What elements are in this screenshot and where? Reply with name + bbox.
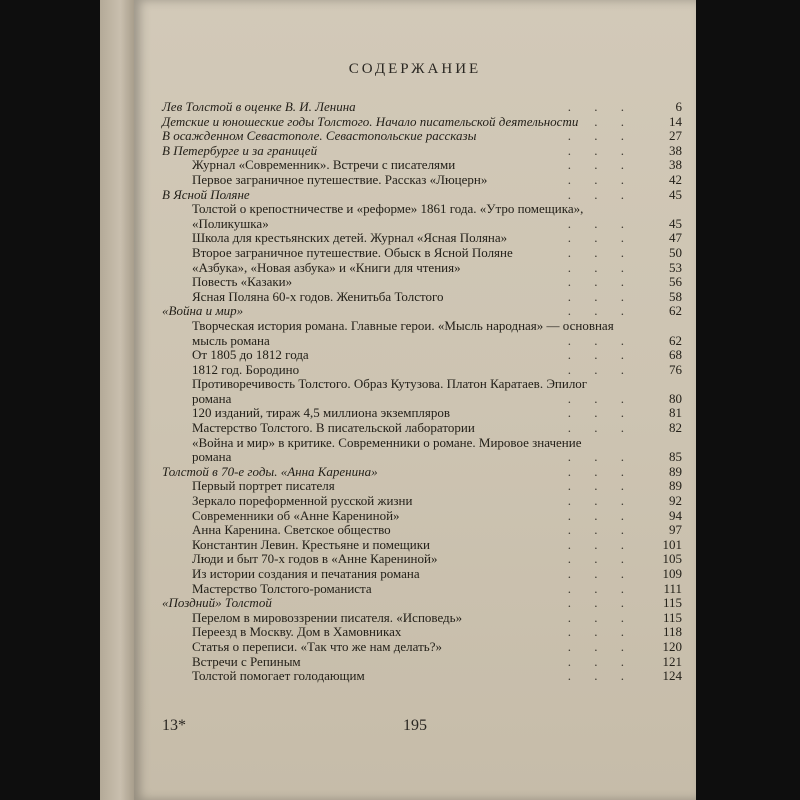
toc-entry-page: 42 — [669, 171, 682, 187]
leader-dots: . . . — [567, 653, 634, 669]
toc-entry — [162, 655, 682, 670]
leader-dots: . . . — [567, 113, 634, 129]
toc-entry-page: 62 — [669, 303, 682, 319]
toc-entry-page: 56 — [669, 274, 682, 290]
toc-entry-title: Толстой помогает голодающим — [192, 668, 365, 684]
toc-entry-page: 50 — [669, 244, 682, 260]
leader-dots: . . . — [567, 244, 634, 260]
toc-entry-title: В Ясной Поляне — [162, 186, 250, 202]
toc-entry — [162, 158, 682, 173]
toc-entry — [162, 406, 682, 421]
toc-entry-page: 89 — [669, 478, 682, 494]
leader-dots: . . . — [567, 507, 634, 523]
leader-dots: . . . — [567, 420, 634, 436]
toc-entry-title: Первое заграничное путешествие. Рассказ «Люцерн» — [192, 171, 488, 187]
page-title: СОДЕРЖАНИЕ — [348, 61, 482, 77]
toc-entry — [162, 100, 682, 115]
toc-entry — [162, 246, 682, 261]
toc-entry — [162, 523, 682, 538]
leader-dots: . . . — [567, 405, 634, 421]
toc-entry-page: 45 — [669, 215, 682, 231]
toc-entry-title: Зеркало пореформенной русской жизни — [192, 493, 413, 509]
toc-entry-page: 97 — [669, 522, 682, 538]
toc-entry-page: 89 — [669, 463, 682, 479]
toc-entry — [162, 421, 682, 436]
toc-entry-page: 27 — [669, 128, 682, 144]
toc-entry — [162, 509, 682, 524]
leader-dots: . . . — [567, 303, 634, 319]
leader-dots: . . . — [567, 99, 634, 114]
toc-entry-page: 14 — [669, 113, 682, 129]
toc-entry-title: Перелом в мировоззрении писателя. «Исповедь» — [192, 609, 463, 625]
toc-entry — [162, 304, 682, 319]
toc-entry-title: Современники об «Анне Карениной» — [192, 507, 400, 523]
toc-entry-page: 68 — [669, 347, 682, 363]
toc-entry-page: 85 — [669, 449, 682, 465]
toc-entry — [162, 144, 682, 159]
leader-dots: . . . — [567, 624, 634, 640]
toc-entry — [162, 582, 682, 597]
toc-entry-title: «Война и мир» — [162, 303, 244, 319]
toc-entry — [162, 202, 682, 231]
toc-entry-page: 62 — [669, 332, 682, 348]
toc-entry-title: Первый портрет писателя — [192, 478, 335, 494]
toc-entry-page: 92 — [669, 493, 682, 509]
toc-entry-page: 76 — [669, 361, 682, 377]
toc-entry-title: Встречи с Репиным — [192, 653, 301, 669]
toc-entry-page: 45 — [669, 186, 682, 202]
leader-dots: . . . — [567, 478, 634, 494]
leader-dots: . . . — [567, 595, 634, 611]
toc-entry-title: Константин Левин. Крестьяне и помещики — [192, 536, 430, 552]
toc-entry — [162, 115, 682, 130]
toc-entry-title: В Петербурге и за границей — [162, 142, 318, 158]
page-number: 195 — [403, 717, 427, 734]
toc-entry — [162, 348, 682, 363]
toc-entry-title: От 1805 до 1812 года — [192, 347, 309, 363]
toc-entry-title: Мастерство Толстого-романиста — [192, 580, 372, 596]
toc-entry-page: 38 — [669, 157, 682, 173]
book-page — [134, 0, 696, 800]
toc-entry — [162, 290, 682, 305]
toc-entry — [162, 275, 682, 290]
leader-dots: . . . — [567, 551, 634, 567]
toc-entry-page: 81 — [669, 405, 682, 421]
toc-entry-page: 115 — [662, 609, 682, 625]
leader-dots: . . . — [567, 361, 634, 377]
toc-entry-title: Толстой о крепостничестве и «реформе» 1861 года. «Утро помещика», «Поликушка» — [192, 201, 584, 231]
toc-entry-page: 109 — [662, 566, 682, 581]
leader-dots: . . . — [567, 580, 634, 596]
leader-dots: . . . — [567, 493, 634, 509]
toc-entry-page: 82 — [669, 420, 682, 436]
toc-entry-title: Переезд в Москву. Дом в Хамовниках — [192, 624, 402, 640]
previous-page-edge — [100, 0, 134, 800]
toc-entry-page: 118 — [662, 624, 682, 640]
toc-entry-page: 58 — [669, 288, 682, 304]
toc-entry — [162, 625, 682, 640]
leader-dots: . . . — [567, 463, 634, 479]
toc-entry-page: 105 — [662, 551, 682, 567]
leader-dots: . . . — [567, 128, 634, 144]
toc-entry-page: 6 — [675, 99, 682, 114]
toc-entry-title: «Война и мир» в критике. Современники о романе. Мировое значение романа — [192, 434, 582, 465]
toc-entry — [162, 669, 682, 684]
toc-entry — [162, 567, 682, 582]
toc-entry-title: Журнал «Современник». Встречи с писателями — [192, 157, 456, 173]
toc-entry-title: В осажденном Севастополе. Севастопольские рассказы — [162, 128, 477, 144]
toc-entry-page: 94 — [669, 507, 682, 523]
leader-dots: . . . — [567, 390, 634, 406]
toc-entry-title: Ясная Поляна 60-х годов. Женитьба Толстого — [192, 288, 444, 304]
toc-entry — [162, 552, 682, 567]
toc-entry-page: 101 — [662, 536, 682, 552]
toc-entry — [162, 465, 682, 480]
toc-entry — [162, 640, 682, 655]
leader-dots: . . . — [567, 142, 634, 158]
leader-dots: . . . — [567, 274, 634, 290]
toc-entry-title: Школа для крестьянских детей. Журнал «Ясная Поляна» — [192, 230, 508, 246]
toc-entry-title: Из истории создания и печатания романа — [192, 566, 420, 581]
toc-entry-page: 111 — [663, 580, 682, 596]
leader-dots: . . . — [567, 522, 634, 538]
leader-dots: . . . — [567, 347, 634, 363]
toc-entry-title: 1812 год. Бородино — [192, 361, 300, 377]
toc-entry-title: Толстой в 70-е годы. «Анна Каренина» — [162, 463, 378, 479]
leader-dots: . . . — [567, 288, 634, 304]
toc-entry — [162, 261, 682, 276]
toc-entry-title: Анна Каренина. Светское общество — [192, 522, 391, 538]
toc-entry-title: Противоречивость Толстого. Образ Кутузова. Платон Каратаев. Эпилог романа — [192, 376, 588, 406]
leader-dots: . . . — [567, 638, 634, 654]
toc-entry — [162, 319, 682, 348]
toc-entry-title: Лев Толстой в оценке В. И. Ленина — [162, 99, 356, 114]
toc-entry-title: 120 изданий, тираж 4,5 миллиона экземпляров — [192, 405, 451, 421]
toc-entry-page: 121 — [662, 653, 682, 669]
leader-dots: . . . — [567, 332, 634, 348]
toc-entry-title: Повесть «Казаки» — [192, 274, 293, 290]
toc-entry-page: 47 — [669, 230, 682, 246]
toc-entry-title: Статья о переписи. «Так что же нам делать?» — [192, 638, 442, 654]
leader-dots: . . . — [567, 609, 634, 625]
toc-entry — [162, 188, 682, 203]
toc-entry — [162, 173, 682, 188]
toc-entry-page: 80 — [669, 390, 682, 406]
leader-dots: . . . — [567, 186, 634, 202]
toc-entry-title: Творческая история романа. Главные герои. «Мысль народная» — основная мысль романа — [192, 317, 614, 348]
toc-entry — [162, 479, 682, 494]
leader-dots: . . . — [567, 157, 634, 173]
toc-entry-title: Второе заграничное путешествие. Обыск в Ясной Поляне — [192, 244, 513, 260]
toc-entry-title: Мастерство Толстого. В писательской лаборатории — [192, 420, 475, 436]
leader-dots: . . . — [567, 668, 634, 684]
leader-dots: . . . — [567, 171, 634, 187]
toc-entry-title: «Поздний» Толстой — [162, 595, 272, 611]
toc-entry — [162, 436, 682, 465]
leader-dots: . . . — [567, 215, 634, 231]
signature-mark: 13* — [162, 717, 186, 734]
leader-dots: . . . — [567, 566, 634, 581]
toc-entry-page: 53 — [669, 259, 682, 275]
toc-entry — [162, 377, 682, 406]
toc-entry-page: 115 — [662, 595, 682, 611]
leader-dots: . . . — [567, 536, 634, 552]
toc-entry — [162, 494, 682, 509]
table-of-contents — [162, 100, 682, 684]
toc-entry-page: 124 — [662, 668, 682, 684]
leader-dots: . . . — [567, 230, 634, 246]
toc-entry — [162, 596, 682, 611]
leader-dots: . . . — [567, 449, 634, 465]
toc-entry — [162, 129, 682, 144]
toc-entry — [162, 231, 682, 246]
toc-entry-page: 38 — [669, 142, 682, 158]
toc-entry — [162, 611, 682, 626]
toc-entry-title: Люди и быт 70-х годов в «Анне Карениной» — [192, 551, 438, 567]
toc-entry — [162, 363, 682, 378]
toc-entry-page: 120 — [662, 638, 682, 654]
toc-entry — [162, 538, 682, 553]
toc-entry-title: Детские и юношеские годы Толстого. Начало писательской деятельности — [162, 113, 579, 129]
toc-entry-title: «Азбука», «Новая азбука» и «Книги для чтения» — [192, 259, 461, 275]
leader-dots: . . . — [567, 259, 634, 275]
